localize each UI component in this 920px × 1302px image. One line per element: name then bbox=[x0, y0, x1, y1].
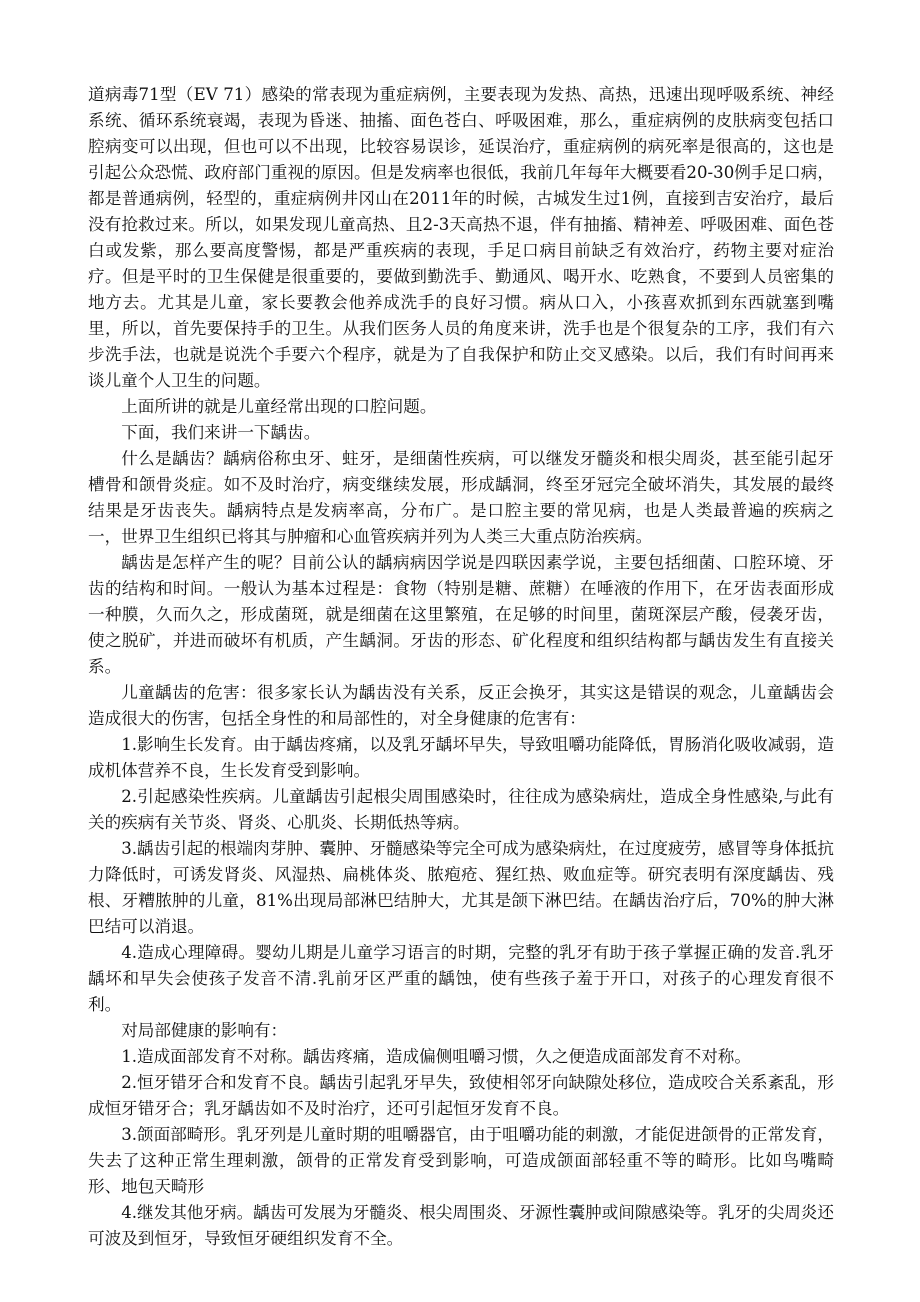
list-item-facial-asymmetry: 1.造成面部发育不对称。龋齿疼痛，造成偏侧咀嚼习惯，久之便造成面部发育不对称。 bbox=[121, 1047, 751, 1066]
paragraph-ev71-severe-cases: 道病毒71型（EV 71）感染的常表现为重症病例，主要表现为发热、高热，迅速出现呼吸系统、神经系统、循环系统衰竭，表现为昏迷、抽搐、面色苍白、呼吸困难，那么，重症病例的皮肤病变包括口腔病变可以出现，但也可以不出现，比较容易误诊，延误治疗，重症病例的病死率是很高的，这也是引起公众恐慌、政府部门重视的原因。但是发病率也很低，我前几年每年大概要看20-30例手足口病，都是普通病例，轻型的，重症病例井冈山在2011年的时候，古城发生过1例，直接到吉安治疗，最后没有抢救过来。所以，如果发现儿童高热、且2-3天高热不退，伴有抽搐、精神差、呼吸困难、面色苍白或发紫，那么要高度警惕，都是严重疾病的表现，手足口病目前缺乏有效治疗，药物主要对症治疗。但是平时的卫生保健是很重要的，要做到勤洗手、勤通风、喝开水、吃熟食，不要到人员密集的地方去。尤其是儿童，家长要教会他养成洗手的良好习惯。病从口入，小孩喜欢抓到东西就塞到嘴里，所以，首先要保持手的卫生。从我们医务人员的角度来讲，洗手也是个很复杂的工序，我们有六步洗手法，也就是说洗个手要六个程序，就是为了自我保护和防止交叉感染。以后，我们有时间再来谈儿童个人卫生的问题。 bbox=[88, 85, 834, 390]
list-item-infection: 2.引起感染性疾病。儿童龋齿引起根尖周围感染时，往往成为感染病灶，造成全身性感染,与此有关的疾病有关节炎、肾炎、心肌炎、长期低热等病。 bbox=[88, 787, 834, 832]
paragraph-what-is-caries: 什么是龋齿？龋病俗称虫牙、蛀牙，是细菌性疾病，可以继发牙髓炎和根尖周炎，甚至能引起牙槽骨和颌骨炎症。如不及时治疗，病变继续发展，形成龋洞，终至牙冠完全破坏消失，其发展的最终结果是牙齿丧失。龋病特点是发病率高，分布广。是口腔主要的常见病，也是人类最普遍的疾病之一，世界卫生组织已将其与肿瘤和心血管疾病并列为人类三大重点防治疾病。 bbox=[88, 449, 834, 546]
list-item-psychological: 4.造成心理障碍。婴幼儿期是儿童学习语言的时期，完整的乳牙有助于孩子掌握正确的发音.乳牙龋坏和早失会使孩子发音不清.乳前牙区严重的龋蚀，使有些孩子羞于开口，对孩子的心理发育很不利。 bbox=[88, 943, 834, 1014]
paragraph-caries-cause: 龋齿是怎样产生的呢？目前公认的龋病病因学说是四联因素学说，主要包括细菌、口腔环境、牙齿的结构和时间。一般认为基本过程是：食物（特别是糖、蔗糖）在唾液的作用下，在牙齿表面形成一种膜，久而久之，形成菌斑，就是细菌在这里繁殖，在足够的时间里，菌斑深层产酸，侵袭牙齿，使之脱矿，并进而破坏有机质，产生龋洞。牙齿的形态、矿化程度和组织结构都与龋齿发生有直接关系。 bbox=[88, 553, 834, 676]
paragraph-local-effects: 对局部健康的影响有： bbox=[121, 1021, 288, 1040]
paragraph-caries-intro: 下面，我们来讲一下龋齿。 bbox=[121, 423, 321, 442]
list-item-secondary-disease: 4.继发其他牙病。龋齿可发展为牙髓炎、根尖周围炎、牙源性囊肿或间隙感染等。乳牙的尖周炎还可波及到恒牙，导致恒牙硬组织发育不全。 bbox=[88, 1203, 834, 1248]
paragraph-caries-harm: 儿童龋齿的危害：很多家长认为龋齿没有关系，反正会换牙，其实这是错误的观念，儿童龋齿会造成很大的伤害，包括全身性的和局部性的，对全身健康的危害有： bbox=[88, 683, 834, 728]
document-body bbox=[88, 82, 834, 1252]
list-item-growth: 1.影响生长发育。由于龋齿疼痛，以及乳牙龋坏早失，导致咀嚼功能降低，胃肠消化吸收减弱，造成机体营养不良，生长发育受到影响。 bbox=[88, 735, 834, 780]
list-item-jaw-deformity: 3.颌面部畸形。乳牙列是儿童时期的咀嚼器官，由于咀嚼功能的刺激，才能促进颌骨的正常发育，失去了这种正常生理刺激，颌骨的正常发育受到影响，可造成颌面部轻重不等的畸形。比如鸟嘴畸形、地包天畸形 bbox=[88, 1125, 834, 1196]
paragraph-oral-summary: 上面所讲的就是儿童经常出现的口腔问题。 bbox=[121, 397, 437, 416]
list-item-focal-infection: 3.龋齿引起的根端肉芽肿、囊肿、牙髓感染等完全可成为感染病灶，在过度疲劳，感冒等身体抵抗力降低时，可诱发肾炎、风湿热、扁桃体炎、脓疱疮、猩红热、败血症等。研究表明有深度龋齿、残根、牙糟脓肿的儿童，81%出现局部淋巴结肿大，尤其是颌下淋巴结。在龋齿治疗后，70%的肿大淋巴结可以消退。 bbox=[88, 839, 834, 936]
list-item-malocclusion: 2.恒牙错牙合和发育不良。龋齿引起乳牙早失，致使相邻牙向缺隙处移位，造成咬合关系紊乱，形成恒牙错牙合；乳牙龋齿如不及时治疗，还可引起恒牙发育不良。 bbox=[88, 1073, 834, 1118]
